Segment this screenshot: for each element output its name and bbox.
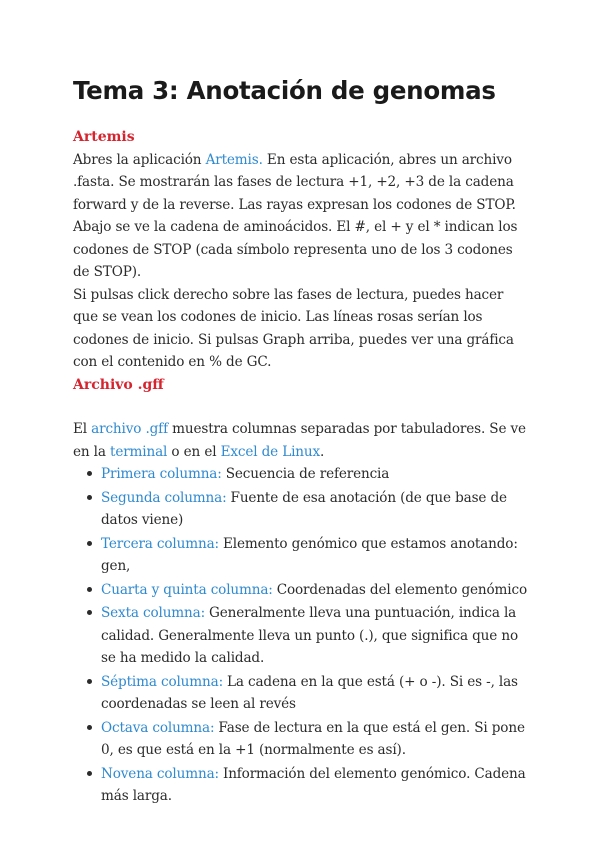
terminal-link: terminal <box>110 443 168 460</box>
bullet-icon <box>87 587 92 592</box>
list-item: Segunda columna: Fuente de esa anotación (de que base de datos viene) <box>101 487 532 532</box>
artemis-paragraph-2: Abajo se ve la cadena de aminoácidos. El #, el + y el * indican los codones de STOP (cada símbolo representa uno de los 3 codones de STOP). <box>73 219 518 280</box>
gff-file-link: archivo .gff <box>91 421 168 437</box>
section-heading-gff: Archivo .gff <box>73 376 164 393</box>
bullet-icon <box>87 679 92 684</box>
list-item: Novena columna: Información del elemento genómico. Cadena más larga. <box>101 763 532 808</box>
gff-columns-list <box>73 463 532 808</box>
artemis-link: Artemis. <box>205 151 263 168</box>
list-item: Cuarta y quinta columna: Coordenadas del elemento genómico <box>101 579 532 602</box>
bullet-icon <box>87 495 92 500</box>
bullet-icon <box>87 771 92 776</box>
artemis-paragraph-1: Abres la aplicación Artemis. En esta aplicación, abres un archivo .fasta. Se mostrarán las fases de lectura +1, +2, +3 de la cadena forward y de la reverse. Las rayas expresan los codones de STOP. <box>73 151 516 213</box>
bullet-icon <box>87 610 92 615</box>
list-item: Tercera columna: Elemento genómico que estamos anotando: gen, <box>101 533 532 578</box>
list-item: Sexta columna: Generalmente lleva una puntuación, indica la calidad. Generalmente lleva un punto (.), que significa que no se ha medido la calidad. <box>101 602 532 670</box>
artemis-paragraph-3: Si pulsas click derecho sobre las fases de lectura, puedes hacer que se vean los codones de inicio. Las líneas rosas serían los codones de inicio. Si pulsas Graph arriba, puedes ver una gráfica con el contenido en % de GC. <box>73 286 514 370</box>
list-item: Primera columna: Secuencia de referencia <box>101 463 532 486</box>
gff-intro: El archivo .gff muestra columnas separadas por tabuladores. Se ve en la terminal o en el Excel de Linux. <box>73 421 526 460</box>
list-item: Séptima columna: La cadena en la que está (+ o -). Si es -, las coordenadas se leen al revés <box>101 671 532 716</box>
bullet-icon <box>87 725 92 730</box>
list-item: Octava columna: Fase de lectura en la que está el gen. Si pone 0, es que está en la +1 (normalmente es así). <box>101 717 532 762</box>
bullet-icon <box>87 541 92 546</box>
page-title: Tema 3: Anotación de genomas <box>73 76 496 105</box>
excel-linux-link: Excel de Linux <box>220 443 321 460</box>
section-heading-artemis: Artemis <box>73 129 135 145</box>
bullet-icon <box>87 471 92 476</box>
